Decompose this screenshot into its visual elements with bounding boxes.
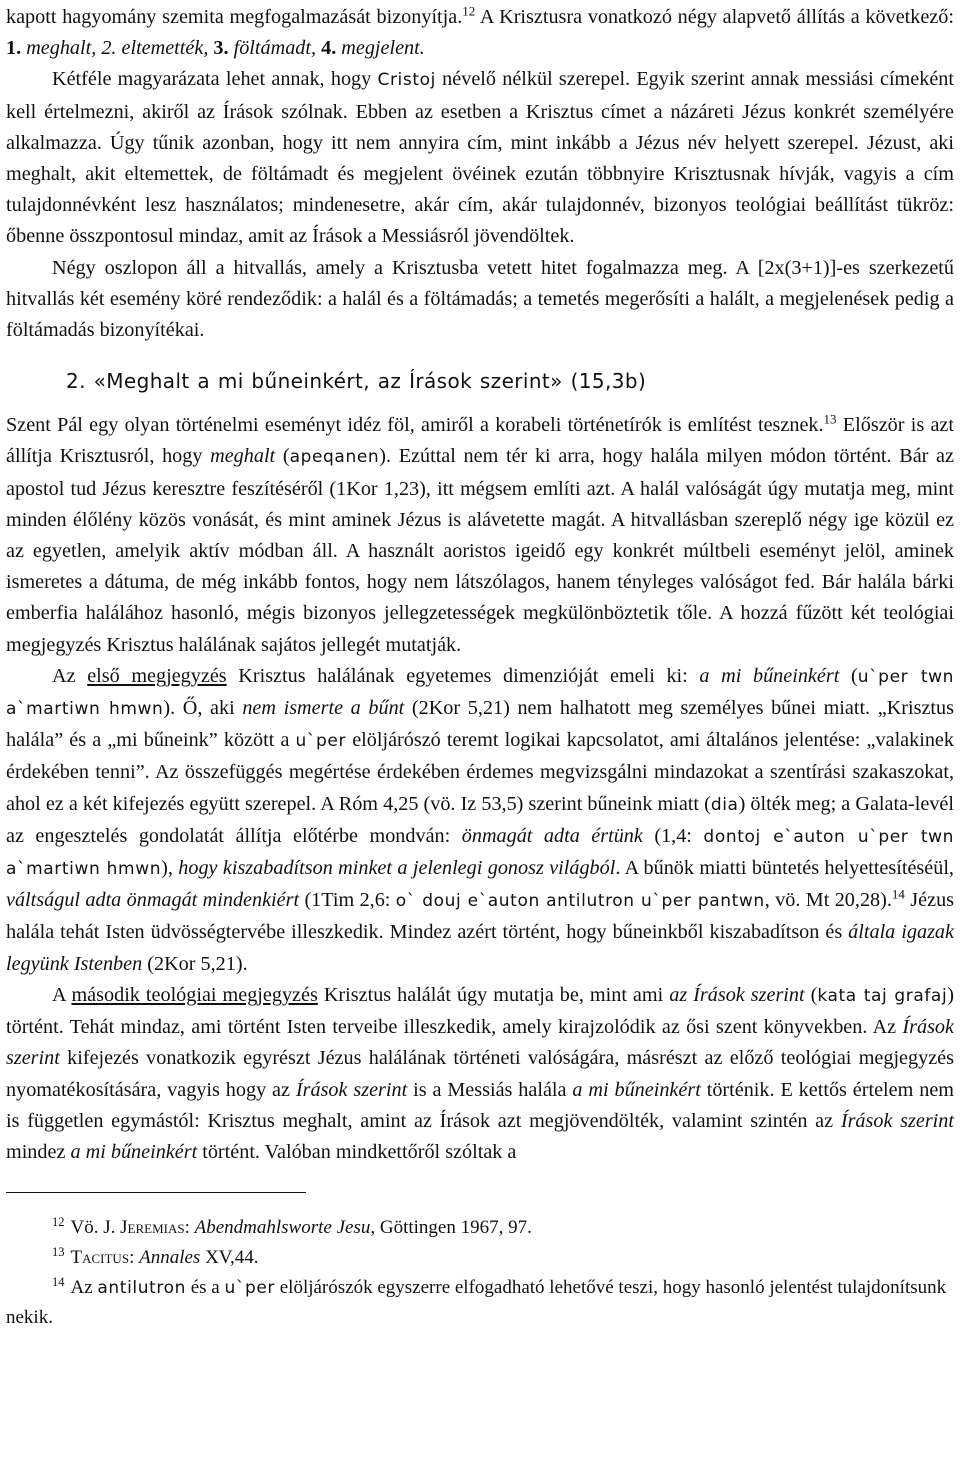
verb-italic: megjelent. xyxy=(336,37,425,60)
greek-term: u`per xyxy=(295,731,347,752)
text-run: Szent Pál egy olyan történelmi eseményt idéz föl, amiről a korabeli történetírók is említést tesznek. xyxy=(6,414,824,437)
text-run: elöljárószók egyszerre elfogadható lehetővé teszi, hogy hasonló jelentést tulajdonítsunk nekik. xyxy=(6,1277,947,1329)
text-run: Krisztus halálának egyetemes dimenzióját emeli ki: xyxy=(226,664,700,687)
text-run: ) ölték meg; a Galata-levél az engesztelés gondolatát állítja előtérbe mondván: xyxy=(6,792,954,847)
paragraph-four-pillars xyxy=(6,253,954,347)
italic-term: meghalt xyxy=(210,445,276,468)
text-run: Vö. J. xyxy=(70,1217,121,1239)
paragraph-saint-paul xyxy=(6,410,954,661)
text-run: (2Kor 5,21). xyxy=(142,952,248,975)
verb-italic: föltámadt, xyxy=(228,37,322,60)
text-run: kifejezés vonatkozik egyrészt Jézus halálának történeti valóságára, másrészt az előző teológiai megjegyzés nyomatékosítására, vagyis hogy az xyxy=(6,1047,954,1101)
footnote-ref-14[interactable]: 14 xyxy=(891,886,905,902)
greek-term: dia xyxy=(710,794,739,815)
text-run: Az xyxy=(52,664,88,687)
italic-term: hogy kiszabadítson minket a jelenlegi gonosz világból xyxy=(178,857,616,880)
greek-term: o` douj e`auton antilutron u`per pantwn xyxy=(395,891,765,912)
text-run: ( xyxy=(804,983,818,1006)
footnote-12 xyxy=(6,1213,954,1243)
text-run: Jézus halála tehát Isten üdvösségtervébe illeszkedik. Mindez azért történt, hogy bűneinkből kiszabadítson és xyxy=(6,889,955,944)
text-run: ) történt. Tehát mindaz, ami történt Isten terveibe illeszkedik, amely kirajzolódik az ősi szent könyvekben. Az xyxy=(6,983,955,1039)
text-run: : xyxy=(184,1217,195,1239)
footnote-14 xyxy=(6,1273,954,1333)
text-run: (2Kor 5,21) nem halhatott meg személyes bűnei miatt. „Krisztus halála” és a „mi bűneink” között a xyxy=(6,697,954,752)
section-heading: 2. «Meghalt a mi bűneinkért, az Írások szerint» (15,3b) xyxy=(66,369,647,394)
text-run: Négy oszlopon áll a hitvallás, amely a Krisztusba vetett hitet fogalmazza meg. A [2x(3+1)]-es szerkezetű hitvallás két esemény köré rendeződik: a halál és a föltámadás; a temetés megerősíti a halált, a megjelenések pedig a föltámadás bizonyítékai. xyxy=(6,256,954,342)
greek-term: antilutron xyxy=(97,1278,186,1299)
italic-term: az Írások szerint xyxy=(669,983,805,1006)
text-run: ). Ő, aki xyxy=(163,697,243,720)
text-run: történik. E kettős értelem nem is független egymástól: Krisztus meghalt, amint az Írások azt megjövendölték, valamint szintén az xyxy=(6,1078,954,1132)
text-run: ). Ezúttal nem tér ki arra, hogy halála milyen módon történt. Bár az apostol tud Jézus keresztre feszítéséről (1Kor 1,23), itt mégsem említi azt. A halál valóságát úgy mutatja meg, mint minden élőlény közös vonását, és mint aminek Jézus is alávetette magát. A hitvallásban szereplő négy ige közül ez az egyetlen, amelyik aktív módban áll. A használt aoristos igeidő egy konkrét múltbeli eseményt jelöl, aminek ismeretes a dátuma, de még inkább fontos, hogy nem látszólagos, hanem tényleges valóságot fed. Bár halála bárki emberfia halálához hasonló, mégis bizonyos jellegzetességek megkülönböztetik tőle. A hozzá fűzött két teológiai megjegyzés Krisztus halálának sajátos jellegét mutatják. xyxy=(6,445,954,656)
paragraph-first-remark xyxy=(6,661,954,980)
italic-term: Írások szerint xyxy=(840,1109,954,1132)
footnote-ref-13[interactable]: 13 xyxy=(823,411,837,427)
italic-term: Írások szerint xyxy=(6,1016,954,1070)
footnote-number: 12 xyxy=(52,1214,65,1229)
italic-term: önmagát adta értünk xyxy=(461,824,643,847)
greek-term: dontoj e`auton u`per twn a`martiwn hmwn xyxy=(6,826,954,880)
author-name: Jeremias xyxy=(120,1217,185,1239)
text-run: névelő nélkül szerepel. Egyik szerint annak messiási címeként kell értelmezni, akiről az Írások szólnak. Ebben az esetben a Krisztus címet a názáreti Jézus konkrét személyére alkalmazza. Úgy tűnik azonban, hogy itt nem annyira cím, mint inkább a Jézus név helyett szerepel. Jézust, aki meghalt, akit eltemettek, de föltámadt és megjelent övéinek ezután többnyire Krisztusnak hívják, vagyis a cím tulajdonnévként lesz használatos; mindenesetre, akár cím, akár tulajdonnév, bizonyos teológiai beállítást tükröz: őbenne összpontosul mindaz, amit az Írások a Messiásról jövendöltek. xyxy=(6,68,954,248)
text-run: Először is azt állítja Krisztusról, hogy xyxy=(6,414,954,468)
greek-term: u`per twn a`martiwn hmwn xyxy=(6,666,954,720)
footnote-number: 13 xyxy=(52,1244,65,1259)
greek-term: apeqanen xyxy=(289,447,380,468)
text-run: Az xyxy=(70,1277,98,1299)
text-run: XV,44. xyxy=(200,1247,259,1269)
italic-term: a mi bűneinkért xyxy=(699,664,840,687)
italic-term: nem ismerte a bűnt xyxy=(242,697,405,720)
text-run: . A bűnök miatti büntetés helyettesítéséül, xyxy=(615,857,954,880)
text-run: is a Messiás halála xyxy=(407,1078,573,1101)
document-page xyxy=(6,2,954,1333)
text-run: Kétféle magyarázata lehet annak, hogy xyxy=(52,68,378,91)
italic-term: általa igazak legyünk Istenben xyxy=(6,921,954,975)
text-run: elöljárószó teremt logikai kapcsolatot, ami általános jelentése: „valakinek érdekében tenni”. Az összefüggés megértése érdekében érdemes megvizsgálni mindazokat a szentírási szakaszokat, ahol ez a két kifejezés együtt szerepel. A Róm 4,25 (vö. Iz 53,5) szerint bűneink miatt ( xyxy=(6,729,954,815)
footnote-number: 14 xyxy=(52,1274,65,1289)
author-name: Tacitus xyxy=(70,1247,130,1269)
paragraph-second-remark xyxy=(6,980,954,1168)
text-run: ), xyxy=(161,857,179,880)
list-number: 3. xyxy=(213,37,229,60)
text-run: és a xyxy=(185,1277,225,1299)
footnote-13 xyxy=(6,1243,954,1273)
italic-term: a mi bűneinkért xyxy=(70,1140,198,1163)
footnote-ref-12[interactable]: 12 xyxy=(462,3,476,19)
underlined-term: első megjegyzés xyxy=(87,664,227,687)
greek-term: kata taj grafaj xyxy=(817,985,948,1006)
text-run: , Göttingen 1967, 97. xyxy=(370,1217,532,1239)
italic-term: váltságul adta önmagát mindenkiért xyxy=(6,889,300,912)
text-run: ( xyxy=(275,445,290,468)
footnote-divider xyxy=(6,1192,306,1193)
italic-term: Írások szerint xyxy=(295,1078,408,1101)
text-run: A Krisztusra vonatkozó négy alapvető állítás a következő: xyxy=(475,6,954,28)
text-run: (1,4: xyxy=(642,824,704,847)
text-run: ( xyxy=(839,664,858,687)
list-number: 1. xyxy=(6,37,22,60)
text-run: Krisztus halálát úgy mutatja be, mint ami xyxy=(317,983,670,1006)
book-title: Abendmahlsworte Jesu xyxy=(194,1217,371,1239)
book-title: Annales xyxy=(139,1247,201,1269)
text-run: , vö. Mt 20,28). xyxy=(764,889,892,912)
greek-term: u`per xyxy=(224,1278,275,1299)
text-run: kapott hagyomány szemita megfogalmazását bizonyítja. xyxy=(6,6,463,28)
underlined-term: második teológiai megjegyzés xyxy=(71,983,318,1006)
paragraph-intro xyxy=(6,2,954,64)
text-run: A xyxy=(52,983,72,1006)
text-run: történt. Valóban mindkettőről szóltak a xyxy=(197,1140,517,1163)
italic-term: a mi bűneinkért xyxy=(572,1078,701,1101)
text-run: (1Tim 2,6: xyxy=(299,889,396,912)
paragraph-christos xyxy=(6,64,954,252)
list-number: 4. xyxy=(321,37,337,60)
greek-term: Cristoj xyxy=(377,70,436,91)
verb-italic: meghalt, 2. eltemették, xyxy=(21,37,214,60)
text-run: mindez xyxy=(6,1140,71,1163)
text-run: : xyxy=(129,1247,140,1269)
